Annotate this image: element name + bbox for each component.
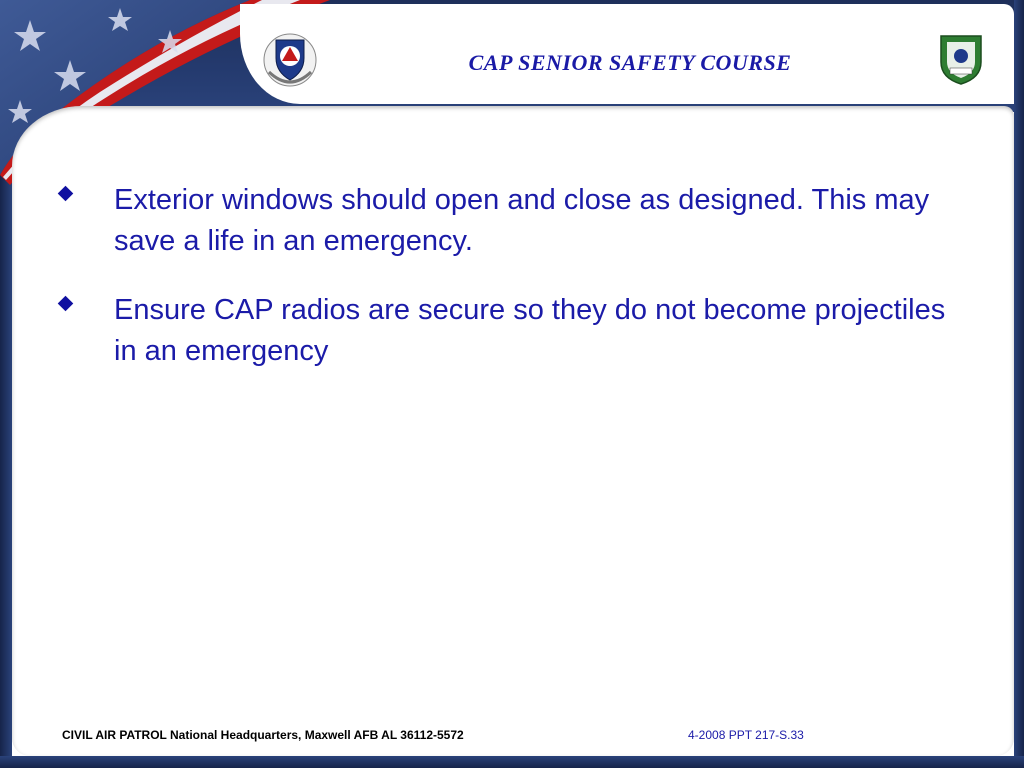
frame-right xyxy=(1014,0,1024,768)
diamond-bullet-icon xyxy=(58,186,74,202)
list-item xyxy=(60,180,960,262)
bullet-text: Ensure CAP radios are secure so they do not become projectiles in an emergency xyxy=(114,294,946,367)
footer-ref: 4-2008 PPT 217-S.33 xyxy=(688,728,804,742)
cap-shield-logo xyxy=(262,32,318,88)
bullet-text: Exterior windows should open and close as designed. This may save a life in an emergency. xyxy=(114,184,930,257)
safety-shield-logo xyxy=(937,32,985,86)
bullet-list xyxy=(60,180,960,400)
list-item xyxy=(60,290,960,372)
footer-org: CIVIL AIR PATROL National Headquarters, Maxwell AFB AL 36112-5572 xyxy=(62,728,464,742)
frame-bottom xyxy=(0,756,1024,768)
page-title: CAP SENIOR SAFETY COURSE xyxy=(468,50,792,75)
diamond-bullet-icon xyxy=(58,296,74,312)
